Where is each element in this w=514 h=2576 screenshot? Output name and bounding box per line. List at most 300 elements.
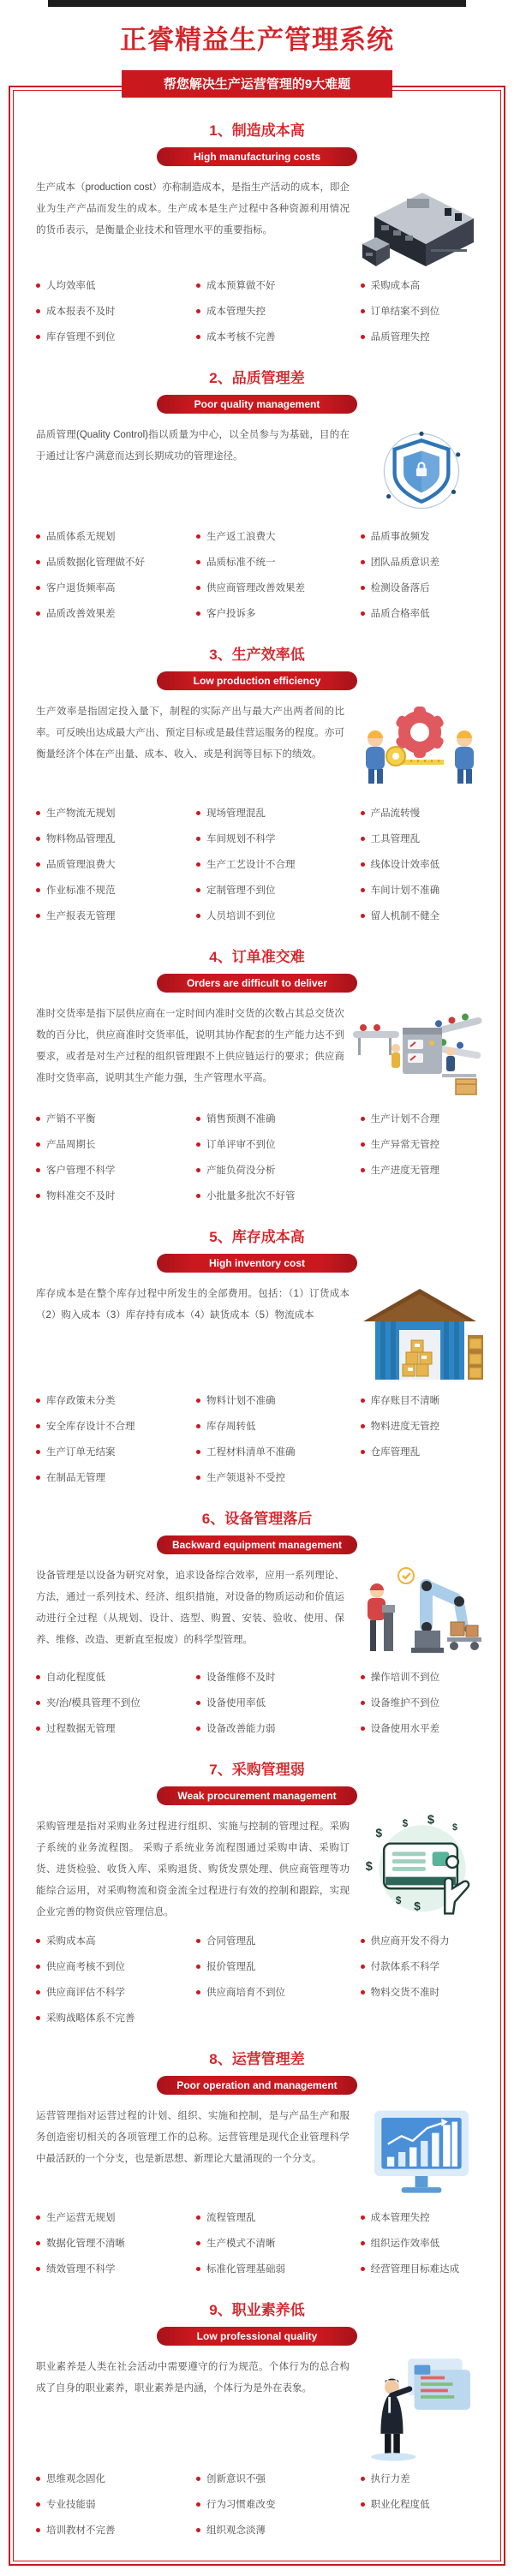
issue-label: 设备使用率低 — [206, 1698, 266, 1708]
list-item — [36, 555, 196, 569]
bullet-dot-icon — [196, 2528, 200, 2532]
issue-label: 经营管理目标难达成 — [370, 2264, 460, 2275]
issue-label: 标准化管理基础弱 — [206, 2264, 286, 2275]
issue-label: 供应商开发不得力 — [370, 1936, 450, 1947]
issue-label: 过程数据无管理 — [46, 1724, 116, 1734]
list-item — [196, 2210, 361, 2224]
bullet-dot-icon — [361, 862, 365, 867]
bullet-dot-icon — [196, 2241, 200, 2245]
bullet-dot-icon — [196, 1168, 200, 1172]
bullet-dot-icon — [196, 2477, 200, 2481]
bullet-dot-icon — [196, 1476, 200, 1480]
list-item — [196, 581, 361, 594]
issue-label: 检测设备落后 — [370, 583, 430, 593]
bullet-dot-icon — [36, 1701, 40, 1705]
section-title: 8、运营管理差 — [209, 2051, 305, 2067]
bullet-dot-icon — [361, 1726, 365, 1731]
bullet-dot-icon — [196, 1194, 200, 1198]
issue-label: 报价管理乱 — [206, 1962, 256, 1972]
section-subtitle-pill: Weak procurement management — [157, 1786, 357, 1805]
list-item — [36, 330, 196, 343]
list-item — [196, 857, 361, 871]
list-item — [361, 1670, 492, 1684]
section-subtitle-pill: High manufacturing costs — [157, 147, 357, 166]
issue-label: 生产异常无管控 — [370, 1140, 440, 1150]
list-item — [361, 278, 492, 292]
bullet-dot-icon — [36, 1965, 40, 1969]
section-title: 1、制造成本高 — [209, 122, 305, 139]
issue-label: 在制品无管理 — [46, 1473, 105, 1483]
issue-label: 人均效率低 — [46, 281, 96, 291]
bullet-dot-icon — [361, 2267, 365, 2271]
bullet-dot-icon — [361, 837, 365, 841]
list-item — [36, 529, 196, 543]
bullet-dot-icon — [36, 2477, 40, 2481]
top-divider-bar — [48, 0, 466, 7]
issue-list — [14, 519, 500, 620]
svg-text:$: $ — [402, 1818, 409, 1830]
bullet-dot-icon — [36, 2016, 40, 2020]
list-item — [196, 1985, 361, 1999]
list-item — [361, 1985, 492, 1999]
section-description: 生产效率是指固定投入量下，制程的实际产出与最大产出两者间的比率。可反映出达成最大产出、预定目标或是最佳营运服务的程度。亦可衡量经济个体在产出量、成本、收入、或是利润等目标下的绩效。 — [36, 707, 344, 760]
list-item — [361, 1721, 492, 1735]
bullet-dot-icon — [196, 1726, 200, 1731]
bullet-dot-icon — [36, 811, 40, 815]
bullet-dot-icon — [36, 1990, 40, 1995]
issue-label: 品质合格率低 — [370, 609, 430, 619]
list-item — [36, 1670, 196, 1684]
section-subtitle-pill: High inventory cost — [157, 1254, 357, 1273]
bullet-dot-icon — [196, 1142, 200, 1147]
list-item — [36, 1696, 196, 1709]
bullet-dot-icon — [361, 1965, 365, 1969]
bullet-dot-icon — [196, 1117, 200, 1121]
bullet-dot-icon — [196, 1424, 200, 1428]
issue-label: 订单评审不到位 — [206, 1140, 276, 1150]
bullet-dot-icon — [36, 1939, 40, 1943]
list-item — [361, 1959, 492, 1973]
bullet-dot-icon — [36, 283, 40, 288]
section-title: 9、职业素养低 — [209, 2302, 305, 2318]
bullet-dot-icon — [36, 1726, 40, 1731]
robot-arm-illustration — [351, 1564, 487, 1660]
list-item — [361, 2472, 492, 2485]
bullet-dot-icon — [196, 1450, 200, 1454]
content-frame — [9, 86, 505, 2566]
bullet-dot-icon — [196, 1701, 200, 1705]
issue-list — [14, 268, 500, 343]
bullet-dot-icon — [36, 2267, 40, 2271]
list-item — [361, 1137, 492, 1151]
bullet-dot-icon — [36, 611, 40, 616]
list-item — [196, 1721, 361, 1735]
list-item — [36, 581, 196, 594]
bullet-dot-icon — [36, 914, 40, 918]
bullet-dot-icon — [361, 1398, 365, 1403]
section-title: 2、品质管理差 — [209, 370, 305, 386]
bullet-dot-icon — [361, 1939, 365, 1943]
list-item — [196, 1393, 361, 1407]
issue-label: 供应商管理改善效果差 — [206, 583, 306, 593]
issue-label: 执行力差 — [370, 2474, 410, 2484]
list-item — [196, 1419, 361, 1433]
list-item — [36, 1934, 196, 1947]
issue-label: 生产工艺设计不合理 — [206, 860, 296, 870]
bullet-dot-icon — [196, 914, 200, 918]
list-item — [196, 806, 361, 820]
list-item — [361, 1696, 492, 1709]
section-description: 生产成本（production cost）亦称制造成本，是指生产活动的成本，即企业为生产产品而发生的成本。生产成本是生产过程中各种资源利用情况的货币表示，是衡量企业技术和管理水平的重要指标。 — [36, 182, 350, 236]
issue-label: 绩效管理不科学 — [46, 2264, 116, 2275]
bullet-dot-icon — [361, 811, 365, 815]
list-item — [36, 1137, 196, 1151]
issue-list — [14, 1383, 500, 1484]
list-item — [36, 857, 196, 871]
list-item — [196, 1163, 361, 1177]
issue-label: 供应商培育不到位 — [206, 1988, 286, 1998]
list-item — [196, 330, 361, 343]
svg-text:$: $ — [395, 1894, 402, 1906]
bullet-dot-icon — [196, 1939, 200, 1943]
section-description: 库存成本是在整个库存过程中所发生的全部费用。包括：（1）订货成本（2）购入成本（3）库存持有成本（4）缺货成本（5）物流成本 — [36, 1289, 350, 1321]
bullet-dot-icon — [196, 1965, 200, 1969]
bullet-dot-icon — [36, 1194, 40, 1198]
list-item — [196, 832, 361, 845]
bullet-dot-icon — [361, 534, 365, 539]
list-item — [361, 832, 492, 845]
issue-label: 品质管理失控 — [370, 332, 430, 343]
list-item — [361, 555, 492, 569]
section-order-delivery — [14, 945, 500, 1202]
issue-list — [14, 2200, 500, 2275]
issue-label: 数据化管理不清晰 — [46, 2239, 125, 2249]
issue-label: 安全库存设计不合理 — [46, 1422, 135, 1432]
issue-label: 成本考核不完善 — [206, 332, 276, 343]
list-item — [36, 2210, 196, 2224]
issue-label: 生产领退补不受控 — [206, 1473, 286, 1483]
businessman-illustration — [356, 2355, 487, 2461]
issue-list — [14, 796, 500, 922]
bullet-dot-icon — [36, 586, 40, 590]
list-item — [361, 806, 492, 820]
issue-label: 行为习惯难改变 — [206, 2500, 276, 2510]
bullet-dot-icon — [196, 1675, 200, 1679]
bullet-dot-icon — [361, 335, 365, 339]
section-subtitle-pill: Orders are difficult to deliver — [157, 974, 357, 993]
section-quality-management — [14, 366, 500, 620]
issue-label: 付款体系不科学 — [370, 1962, 440, 1972]
bullet-dot-icon — [36, 534, 40, 539]
issue-label: 产销不平衡 — [46, 1114, 96, 1124]
bullet-dot-icon — [361, 2477, 365, 2481]
list-item — [361, 883, 492, 897]
list-item — [361, 581, 492, 594]
issue-label: 物料计划不准确 — [206, 1396, 276, 1406]
list-item — [36, 2262, 196, 2275]
list-item — [196, 1137, 361, 1151]
list-item — [361, 529, 492, 543]
issue-label: 车间计划不准确 — [370, 886, 440, 896]
bullet-dot-icon — [36, 2215, 40, 2220]
issue-label: 留人机制不健全 — [370, 911, 440, 921]
list-item — [196, 909, 361, 922]
issue-list — [14, 1101, 500, 1202]
bullet-dot-icon — [361, 586, 365, 590]
list-item — [361, 1163, 492, 1177]
list-item — [36, 832, 196, 845]
bullet-dot-icon — [196, 534, 200, 539]
bullet-dot-icon — [36, 1424, 40, 1428]
list-item — [196, 1670, 361, 1684]
list-item — [36, 1985, 196, 1999]
list-item — [361, 1393, 492, 1407]
issue-label: 成本报表不及时 — [46, 307, 116, 317]
bullet-dot-icon — [361, 1450, 365, 1454]
bullet-dot-icon — [196, 335, 200, 339]
issue-label: 客户投诉多 — [206, 609, 256, 619]
issue-label: 设备使用水平差 — [370, 1724, 440, 1734]
bullet-dot-icon — [196, 560, 200, 564]
list-item — [196, 555, 361, 569]
issue-label: 订单结案不到位 — [370, 307, 440, 317]
issue-label: 人员培训不到位 — [206, 911, 276, 921]
list-item — [36, 606, 196, 620]
section-inventory-cost — [14, 1225, 500, 1484]
list-item — [361, 1419, 492, 1433]
list-item — [361, 2236, 492, 2250]
issue-label: 专业技能弱 — [46, 2500, 96, 2510]
bullet-dot-icon — [36, 888, 40, 892]
bullet-dot-icon — [36, 1168, 40, 1172]
bullet-dot-icon — [361, 1701, 365, 1705]
issue-label: 组织观念淡薄 — [206, 2525, 266, 2536]
svg-text:$: $ — [375, 1826, 383, 1840]
section-manufacturing-cost — [14, 118, 500, 343]
bullet-dot-icon — [361, 560, 365, 564]
bullet-dot-icon — [36, 309, 40, 313]
issue-label: 现场管理混乱 — [206, 808, 266, 819]
issue-label: 职业化程度低 — [370, 2500, 430, 2510]
section-title: 4、订单准交难 — [209, 949, 305, 965]
issue-label: 销售预测不准确 — [206, 1114, 276, 1124]
issue-label: 线体设计效率低 — [370, 860, 440, 870]
issue-label: 品质改善效果差 — [46, 609, 116, 619]
bullet-dot-icon — [196, 283, 200, 288]
issue-label: 生产模式不清晰 — [206, 2239, 276, 2249]
list-item — [196, 278, 361, 292]
list-item — [196, 1470, 361, 1484]
list-item — [36, 2011, 196, 2024]
bullet-dot-icon — [361, 2502, 365, 2507]
list-item — [196, 2523, 361, 2537]
issue-label: 生产计划不合理 — [370, 1114, 440, 1124]
list-item — [361, 909, 492, 922]
list-item — [361, 330, 492, 343]
bullet-dot-icon — [196, 837, 200, 841]
section-production-efficiency — [14, 642, 500, 922]
list-item — [361, 1934, 492, 1947]
bullet-dot-icon — [196, 611, 200, 616]
bullet-dot-icon — [196, 2215, 200, 2220]
issue-label: 库存管理不到位 — [46, 332, 116, 343]
issue-label: 库存周转低 — [206, 1422, 256, 1432]
list-item — [196, 1112, 361, 1125]
issue-label: 客户退货频率高 — [46, 583, 116, 593]
list-item — [196, 304, 361, 318]
list-item — [196, 606, 361, 620]
bullet-dot-icon — [36, 1476, 40, 1480]
bullet-dot-icon — [36, 2528, 40, 2532]
section-professional-quality — [14, 2298, 500, 2537]
bullet-dot-icon — [361, 309, 365, 313]
issue-label: 工程材料清单不准确 — [206, 1447, 296, 1458]
issue-label: 品质标准不统一 — [206, 558, 276, 568]
list-item — [196, 1934, 361, 1947]
issue-label: 小批量多批次不好管 — [206, 1191, 296, 1202]
issue-label: 合同管理乱 — [206, 1936, 256, 1947]
payment-card-illustration — [356, 1815, 487, 1916]
list-item — [36, 304, 196, 318]
bullet-dot-icon — [36, 560, 40, 564]
bullet-dot-icon — [361, 888, 365, 892]
list-item — [361, 1445, 492, 1458]
list-item — [196, 529, 361, 543]
list-item — [196, 2236, 361, 2250]
issue-label: 成本预算做不好 — [206, 281, 276, 291]
issue-label: 培训教材不完善 — [46, 2525, 116, 2536]
issue-label: 夹/治/模具管理不到位 — [46, 1698, 140, 1708]
bullet-dot-icon — [196, 309, 200, 313]
bullet-dot-icon — [361, 1990, 365, 1995]
bullet-dot-icon — [361, 2241, 365, 2245]
list-item — [36, 1419, 196, 1433]
shield-illustration — [356, 423, 487, 519]
section-procurement-management — [14, 1757, 500, 2024]
list-item — [36, 1445, 196, 1458]
section-description: 采购管理是指对采购业务过程进行组织、实施与控制的管理过程。采购子系统的业务流程图。 采购子系统业务流程图通过采购申请、采购订货、进货检验、收货入库、采购退货、购货发票处理、供应商管理等功能综合运用，对采购物流和资金流全过程进行有效的控制和跟踪，实现企业完善的物资供应管理信息。 — [36, 1822, 350, 1917]
section-description: 品质管理(Quality Control)指以质量为中心，以全员参与为基础，目的在于通过让客户满意而达到长期成功的管理途径。 — [36, 430, 350, 462]
list-item — [361, 2497, 492, 2511]
bullet-dot-icon — [196, 811, 200, 815]
section-subtitle-pill: Backward equipment management — [157, 1535, 357, 1554]
issue-label: 生产返工浪费大 — [206, 532, 276, 542]
issue-label: 设备改善能力弱 — [206, 1724, 276, 1734]
issue-label: 定制管理不到位 — [206, 886, 276, 896]
issue-label: 生产运营无规划 — [46, 2213, 116, 2223]
section-operation-management — [14, 2047, 500, 2275]
content-frame-inner — [13, 90, 501, 2561]
list-item — [361, 1112, 492, 1125]
list-item — [36, 1393, 196, 1407]
issue-label: 生产报表无管理 — [46, 911, 116, 921]
issue-label: 库存账目不清晰 — [370, 1396, 440, 1406]
list-item — [196, 1445, 361, 1458]
bullet-dot-icon — [36, 335, 40, 339]
issue-label: 团队品质意识差 — [370, 558, 440, 568]
workers-gear-illustration — [351, 700, 487, 796]
list-item — [36, 2472, 196, 2485]
issue-label: 工具管理乱 — [370, 834, 421, 844]
issue-label: 设备维修不及时 — [206, 1673, 276, 1683]
section-equipment-management — [14, 1506, 500, 1735]
section-title: 3、生产效率低 — [209, 647, 305, 663]
list-item — [36, 1163, 196, 1177]
issue-label: 产能负荷没分析 — [206, 1166, 276, 1176]
list-item — [196, 883, 361, 897]
issue-label: 产品流转慢 — [370, 808, 421, 819]
list-item — [36, 2523, 196, 2537]
bullet-dot-icon — [361, 283, 365, 288]
bullet-dot-icon — [361, 1142, 365, 1147]
section-title: 7、采购管理弱 — [209, 1762, 305, 1778]
issue-label: 流程管理乱 — [206, 2213, 256, 2223]
subtitle-banner: 帮您解决生产运营管理的9大难题 — [122, 70, 392, 98]
issue-label: 作业标准不规范 — [46, 886, 116, 896]
bullet-dot-icon — [36, 837, 40, 841]
section-title: 5、库存成本高 — [209, 1229, 305, 1245]
list-item — [361, 857, 492, 871]
list-item — [36, 909, 196, 922]
issue-label: 客户管理不科学 — [46, 1166, 116, 1176]
section-subtitle-pill: Poor operation and management — [157, 2076, 357, 2095]
issue-label: 品质事故频发 — [370, 532, 430, 542]
issue-label: 采购成本高 — [370, 281, 421, 291]
list-item — [36, 1721, 196, 1735]
issue-label: 自动化程度低 — [46, 1673, 105, 1683]
issue-list — [14, 1923, 500, 2024]
list-item — [36, 883, 196, 897]
issue-label: 物料进度无管控 — [370, 1422, 440, 1432]
bullet-dot-icon — [36, 2241, 40, 2245]
list-item — [361, 606, 492, 620]
list-item — [196, 1696, 361, 1709]
list-item — [36, 1189, 196, 1202]
bullet-dot-icon — [196, 2502, 200, 2507]
conveyor-illustration — [351, 1002, 487, 1101]
list-item — [36, 278, 196, 292]
svg-text:$: $ — [414, 1899, 421, 1913]
issue-label: 生产订单无结案 — [46, 1447, 116, 1458]
issue-list — [14, 2461, 500, 2537]
issue-label: 品质体系无规划 — [46, 532, 116, 542]
issue-label: 设备维护不到位 — [370, 1698, 440, 1708]
list-item — [361, 2262, 492, 2275]
bullet-dot-icon — [361, 1168, 365, 1172]
bullet-dot-icon — [36, 1675, 40, 1679]
svg-text:$: $ — [427, 1815, 434, 1828]
issue-label: 生产进度无管理 — [370, 1166, 440, 1176]
bullet-dot-icon — [361, 2215, 365, 2220]
list-item — [196, 2472, 361, 2485]
bullet-dot-icon — [361, 1424, 365, 1428]
issue-label: 组织运作效率低 — [370, 2239, 440, 2249]
issue-label: 采购成本高 — [46, 1936, 96, 1947]
issue-label: 库存政策未分类 — [46, 1396, 116, 1406]
issue-list — [14, 1660, 500, 1735]
bullet-dot-icon — [196, 862, 200, 867]
list-item — [36, 806, 196, 820]
section-description: 准时交货率是指下层供应商在一定时间内准时交货的次数占其总交货次数的百分比，供应商准时交货率低，说明其协作配套的生产能力达不到要求，或者是对生产过程的组织管理跟不上供应链运行的要求；供应商准时交货率高，说明其生产能力强，生产管理水平高。 — [36, 1009, 344, 1083]
issue-label: 生产物流无规划 — [46, 808, 116, 819]
section-description: 运营管理指对运营过程的计划、组织、实施和控制，是与产品生产和服务创造密切相关的各项管理工作的总称。运营管理是现代企业管理科学中最活跃的一个分支，也是新思想、新理论大量涌现的一个分支。 — [36, 2111, 350, 2164]
bullet-dot-icon — [36, 1450, 40, 1454]
section-description: 职业素养是人类在社会活动中需要遵守的行为规范。个体行为的总合构成了自身的职业素养，职业素养是内涵，个体行为是外在表象。 — [36, 2362, 350, 2394]
section-subtitle-pill: Poor quality management — [157, 395, 357, 414]
issue-label: 车间规划不科学 — [206, 834, 276, 844]
issue-label: 物料准交不及时 — [46, 1191, 116, 1202]
issue-label: 品质数据化管理做不好 — [46, 558, 145, 568]
